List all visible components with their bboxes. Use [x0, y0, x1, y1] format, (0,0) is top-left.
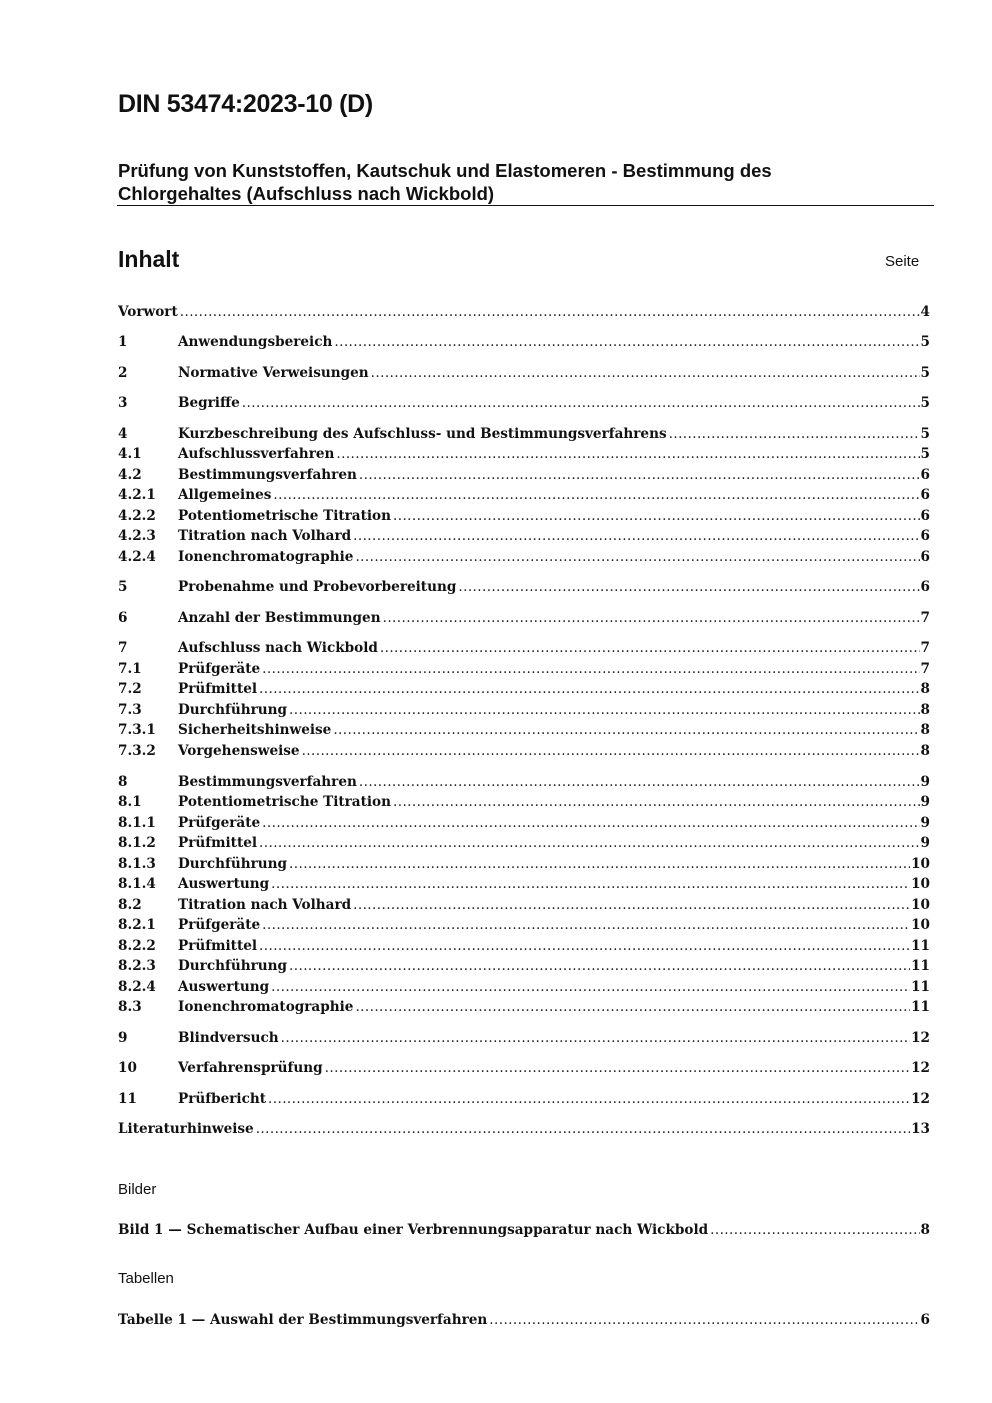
- toc-leader-dots: [333, 720, 919, 740]
- toc-entry-page: 10: [911, 897, 930, 913]
- toc-entry[interactable]: [118, 393, 930, 413]
- toc-entry[interactable]: [118, 700, 930, 720]
- toc-entry-title: Prüfgeräte: [178, 815, 261, 831]
- toc-entry-number: 4.2.2: [118, 508, 156, 524]
- toc-entry-title: Blindversuch: [178, 1030, 279, 1046]
- toc-leader-dots: [353, 895, 910, 915]
- toc-entry-number: 8.3: [118, 999, 142, 1015]
- toc-entry[interactable]: [118, 936, 930, 956]
- toc-leader-dots: [256, 1119, 910, 1139]
- toc-entry-title: Prüfbericht: [178, 1091, 267, 1107]
- contents-heading: Inhalt: [118, 246, 180, 272]
- toc-leader-dots: [242, 393, 920, 413]
- toc-entry-title: Titration nach Volhard: [178, 528, 352, 544]
- toc-leader-dots: [371, 363, 920, 383]
- toc-entry-page: 11: [911, 979, 930, 995]
- toc-entry-page: 7: [920, 610, 930, 626]
- toc-entry-title: Kurzbeschreibung des Aufschluss- und Bestimmungsverfahrens: [178, 426, 667, 442]
- document-subtitle: Prüfung von Kunststoffen, Kautschuk und Elastomeren - Bestimmung des Chlorgehaltes (Aufschluss nach Wickbold): [118, 160, 772, 204]
- toc-entry[interactable]: [118, 465, 930, 485]
- toc-entry-page: 5: [920, 446, 930, 462]
- toc-entry-number: 8.2.3: [118, 958, 156, 974]
- toc-entry[interactable]: [118, 874, 930, 894]
- toc-entry[interactable]: [118, 915, 930, 935]
- toc-entry[interactable]: [118, 485, 930, 505]
- toc-entry-title: Normative Verweisungen: [178, 365, 369, 381]
- figure-entry[interactable]: [118, 1220, 930, 1240]
- toc-leader-dots: [281, 1028, 910, 1048]
- table-entry-page: 6: [920, 1312, 930, 1328]
- toc-entry-page: 9: [920, 815, 930, 831]
- toc-entry-number: 7.3: [118, 702, 142, 718]
- toc-entry-number: 1: [118, 334, 128, 350]
- toc-entry-number: 8.1.4: [118, 876, 156, 892]
- toc-entry-title: Titration nach Volhard: [178, 897, 352, 913]
- table-entry[interactable]: [118, 1310, 930, 1330]
- toc-entry-page: 8: [920, 681, 930, 697]
- toc-entry-page: 6: [920, 487, 930, 503]
- toc-entry-number: 2: [118, 365, 128, 381]
- toc-entry-title: Prüfmittel: [178, 835, 258, 851]
- toc-leader-dots: [355, 547, 919, 567]
- toc-leader-dots: [289, 854, 910, 874]
- toc-entry-title: Potentiometrische Titration: [178, 794, 391, 810]
- toc-entry[interactable]: [118, 1089, 930, 1109]
- toc-entry[interactable]: [118, 720, 930, 740]
- toc-entry-page: 4: [920, 304, 930, 320]
- toc-leader-dots: [489, 1310, 919, 1330]
- toc-entry-page: 9: [920, 774, 930, 790]
- toc-leader-dots: [353, 526, 919, 546]
- toc-entry[interactable]: [118, 813, 930, 833]
- tables-heading: Tabellen: [118, 1270, 174, 1287]
- toc-entry-page: 13: [911, 1121, 930, 1137]
- toc-entry-number: 4.2: [118, 467, 142, 483]
- toc-entry[interactable]: [118, 792, 930, 812]
- toc-entry-page: 7: [920, 640, 930, 656]
- toc-entry[interactable]: [118, 659, 930, 679]
- toc-entry-number: 4: [118, 426, 128, 442]
- toc-entry-title: Literaturhinweise: [118, 1121, 254, 1137]
- toc-entry[interactable]: [118, 1119, 930, 1139]
- toc-entry-number: 8.2: [118, 897, 142, 913]
- toc-leader-dots: [262, 915, 910, 935]
- toc-entry-title: Durchführung: [178, 856, 288, 872]
- toc-entry[interactable]: [118, 526, 930, 546]
- toc-entry-number: 7.1: [118, 661, 142, 677]
- toc-entry-title: Durchführung: [178, 702, 288, 718]
- toc-entry-title: Vorgehensweise: [178, 743, 300, 759]
- toc-entry[interactable]: [118, 895, 930, 915]
- toc-entry[interactable]: [118, 363, 930, 383]
- toc-entry-number: 8.1.1: [118, 815, 156, 831]
- toc-entry-number: 7: [118, 640, 128, 656]
- toc-entry[interactable]: [118, 1058, 930, 1078]
- toc-entry-title: Anzahl der Bestimmungen: [178, 610, 381, 626]
- toc-entry[interactable]: [118, 638, 930, 658]
- toc-entry[interactable]: [118, 444, 930, 464]
- toc-entry-page: 8: [920, 743, 930, 759]
- toc-entry-title: Bestimmungsverfahren: [178, 774, 357, 790]
- toc-entry-title: Prüfgeräte: [178, 917, 261, 933]
- toc-entry[interactable]: [118, 854, 930, 874]
- toc-entry-page: 10: [911, 917, 930, 933]
- figure-entry-page: 8: [920, 1222, 930, 1238]
- toc-leader-dots: [336, 444, 919, 464]
- toc-entry-page: 11: [911, 958, 930, 974]
- toc-entry-number: 7.2: [118, 681, 142, 697]
- toc-entry-page: 5: [920, 365, 930, 381]
- toc-leader-dots: [383, 608, 920, 628]
- toc-entry-title: Aufschlussverfahren: [178, 446, 335, 462]
- toc-entry-page: 6: [920, 467, 930, 483]
- toc-entry-title: Begriffe: [178, 395, 240, 411]
- toc-entry-page: 5: [920, 334, 930, 350]
- toc-entry-number: 8.1.3: [118, 856, 156, 872]
- toc-entry-title: Aufschluss nach Wickbold: [178, 640, 378, 656]
- toc-entry-number: 6: [118, 610, 128, 626]
- toc-entry-number: 4.2.3: [118, 528, 156, 544]
- toc-entry-number: 5: [118, 579, 128, 595]
- toc-entry[interactable]: [118, 833, 930, 853]
- toc-entry-number: 8.1.2: [118, 835, 156, 851]
- toc-entry-number: 7.3.2: [118, 743, 156, 759]
- toc-leader-dots: [355, 997, 910, 1017]
- toc-entry-number: 4.1: [118, 446, 142, 462]
- toc-entry-number: 8: [118, 774, 128, 790]
- toc-entry-page: 6: [920, 579, 930, 595]
- toc-entry[interactable]: [118, 977, 930, 997]
- toc-entry-page: 7: [920, 661, 930, 677]
- toc-entry-page: 6: [920, 508, 930, 524]
- toc-entry-page: 6: [920, 549, 930, 565]
- toc-leader-dots: [180, 302, 920, 322]
- toc-entry-title: Prüfgeräte: [178, 661, 261, 677]
- toc-entry-page: 5: [920, 426, 930, 442]
- toc-entry-title: Durchführung: [178, 958, 288, 974]
- toc-leader-dots: [289, 956, 910, 976]
- toc-entry[interactable]: [118, 506, 930, 526]
- toc-entry[interactable]: [118, 547, 930, 567]
- toc-entry[interactable]: [118, 679, 930, 699]
- toc-entry-title: Sicherheitshinweise: [178, 722, 332, 738]
- toc-leader-dots: [271, 874, 910, 894]
- toc-entry-title: Verfahrensprüfung: [178, 1060, 323, 1076]
- toc-leader-dots: [710, 1220, 919, 1240]
- toc-entry[interactable]: [118, 608, 930, 628]
- toc-entry[interactable]: [118, 772, 930, 792]
- toc-entry-page: 5: [920, 395, 930, 411]
- toc-entry-number: 8.2.1: [118, 917, 156, 933]
- toc-entry-title: Ionenchromatographie: [178, 549, 354, 565]
- toc-leader-dots: [380, 638, 920, 658]
- toc-entry-title: Anwendungsbereich: [178, 334, 333, 350]
- toc-leader-dots: [458, 577, 919, 597]
- toc-leader-dots: [259, 679, 919, 699]
- toc-entry[interactable]: [118, 741, 930, 761]
- toc-entry-title: Allgemeines: [178, 487, 272, 503]
- toc-leader-dots: [262, 659, 919, 679]
- toc-entry-title: Prüfmittel: [178, 938, 258, 954]
- toc-entry-title: Probenahme und Probevorbereitung: [178, 579, 457, 595]
- page-column-label: Seite: [885, 253, 920, 270]
- toc-entry-page: 12: [911, 1060, 930, 1076]
- toc-leader-dots: [271, 977, 910, 997]
- toc-entry-number: 7.3.1: [118, 722, 156, 738]
- toc-leader-dots: [669, 424, 920, 444]
- toc-leader-dots: [273, 485, 919, 505]
- table-entry-title: Tabelle 1 — Auswahl der Bestimmungsverfahren: [118, 1312, 488, 1328]
- toc-leader-dots: [302, 741, 920, 761]
- figure-entry-title: Bild 1 — Schematischer Aufbau einer Verbrennungsapparatur nach Wickbold: [118, 1222, 709, 1238]
- toc-entry[interactable]: [118, 577, 930, 597]
- toc-leader-dots: [259, 833, 919, 853]
- toc-entry-title: Auswertung: [178, 979, 270, 995]
- toc-leader-dots: [393, 506, 920, 526]
- toc-leader-dots: [359, 465, 920, 485]
- toc-entry-title: Potentiometrische Titration: [178, 508, 391, 524]
- toc-entry[interactable]: [118, 424, 930, 444]
- toc-entry[interactable]: [118, 332, 930, 352]
- toc-entry-page: 8: [920, 702, 930, 718]
- toc-entry-number: 3: [118, 395, 128, 411]
- toc-entry-title: Prüfmittel: [178, 681, 258, 697]
- toc-entry-title: Vorwort: [118, 304, 178, 320]
- toc-entry-page: 11: [911, 999, 930, 1015]
- toc-entry-number: 9: [118, 1030, 128, 1046]
- document-id: DIN 53474:2023-10 (D): [118, 90, 373, 118]
- toc-entry-number: 10: [118, 1060, 137, 1076]
- toc-leader-dots: [289, 700, 919, 720]
- toc-entry-page: 11: [911, 938, 930, 954]
- toc-entry-page: 6: [920, 528, 930, 544]
- toc-leader-dots: [259, 936, 910, 956]
- toc-entry-page: 12: [911, 1030, 930, 1046]
- toc-leader-dots: [268, 1089, 910, 1109]
- toc-leader-dots: [262, 813, 919, 833]
- toc-entry-number: 4.2.4: [118, 549, 156, 565]
- toc-entry[interactable]: [118, 997, 930, 1017]
- toc-entry[interactable]: [118, 956, 930, 976]
- toc-entry-page: 10: [911, 876, 930, 892]
- toc-entry-title: Auswertung: [178, 876, 270, 892]
- toc-leader-dots: [393, 792, 920, 812]
- title-divider: [117, 205, 934, 206]
- figures-heading: Bilder: [118, 1181, 157, 1198]
- toc-entry-number: 8.2.4: [118, 979, 156, 995]
- toc-entry-title: Bestimmungsverfahren: [178, 467, 357, 483]
- toc-leader-dots: [325, 1058, 910, 1078]
- toc-entry-page: 12: [911, 1091, 930, 1107]
- toc-entry-page: 9: [920, 794, 930, 810]
- toc-entry-number: 4.2.1: [118, 487, 156, 503]
- toc-entry[interactable]: [118, 302, 930, 322]
- toc-leader-dots: [334, 332, 919, 352]
- toc-entry-title: Ionenchromatographie: [178, 999, 354, 1015]
- toc-entry-page: 9: [920, 835, 930, 851]
- toc-entry[interactable]: [118, 1028, 930, 1048]
- toc-entry-number: 8.1: [118, 794, 142, 810]
- toc-entry-number: 11: [118, 1091, 137, 1107]
- toc-leader-dots: [359, 772, 920, 792]
- toc-entry-page: 10: [911, 856, 930, 872]
- toc-entry-page: 8: [920, 722, 930, 738]
- toc-entry-number: 8.2.2: [118, 938, 156, 954]
